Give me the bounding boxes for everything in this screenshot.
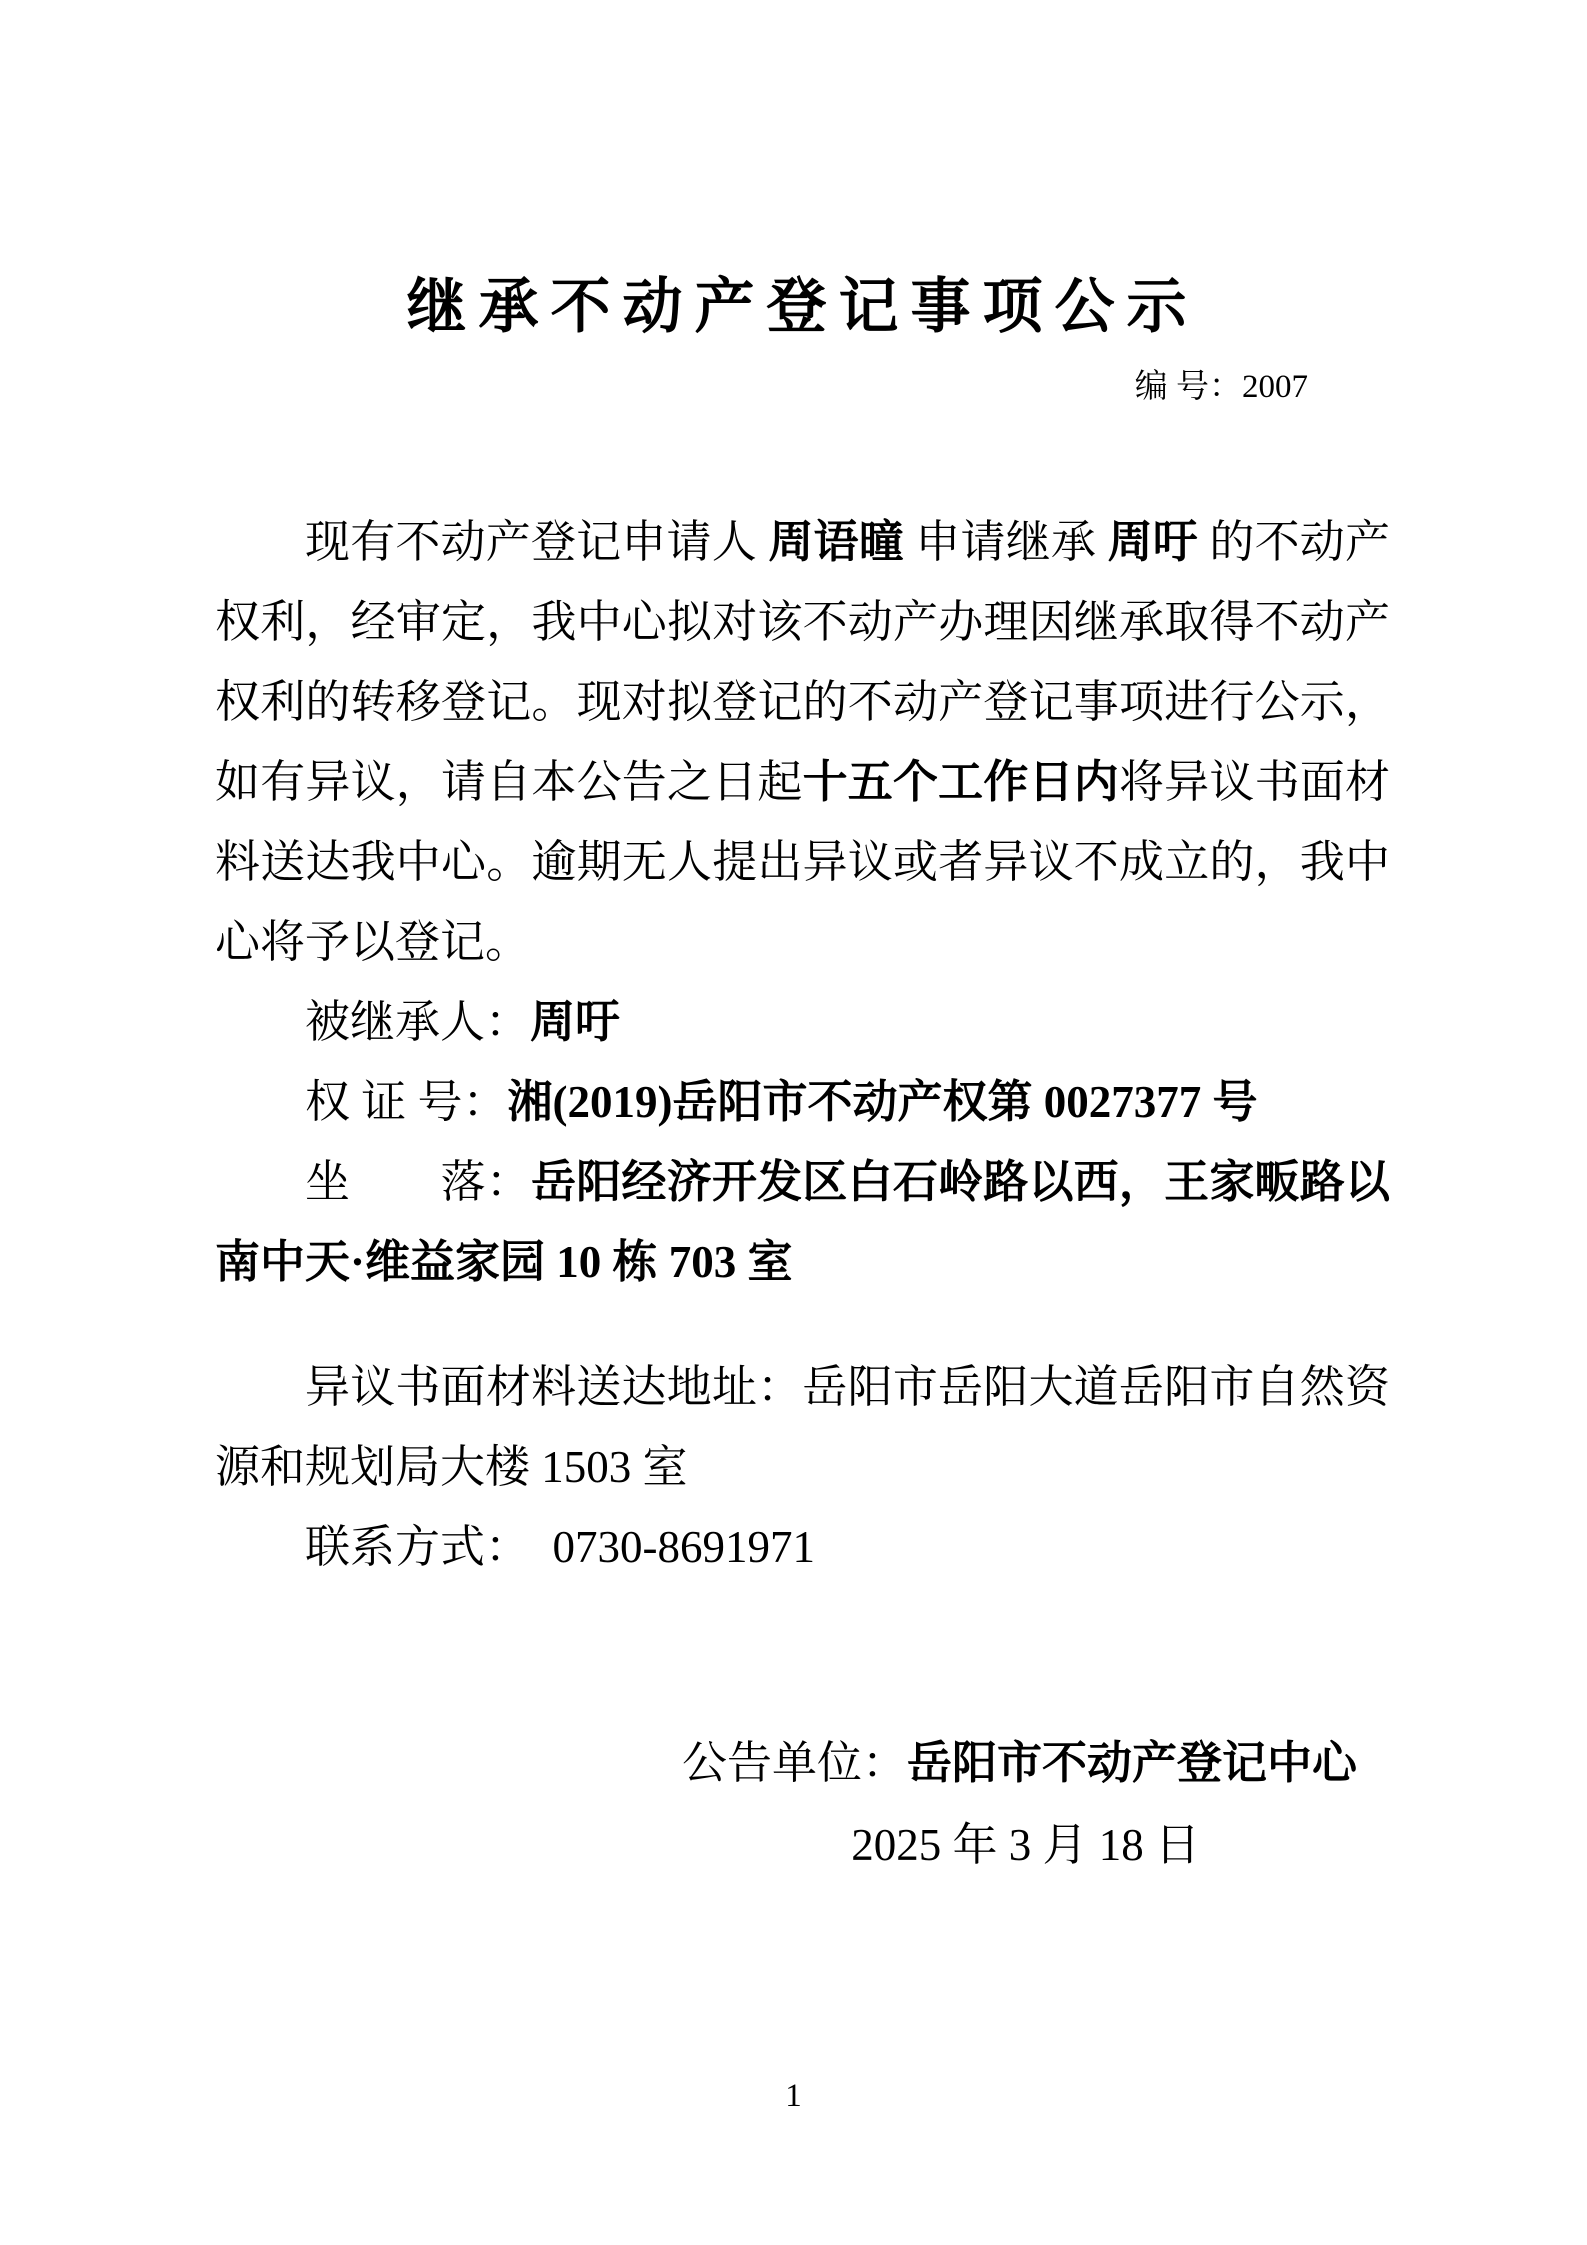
document-number: 编 号：2007 (1134, 369, 1308, 405)
document-footer (215, 1722, 1390, 1886)
text-segment: 周语曈 (768, 517, 904, 567)
field-decedent (215, 982, 1390, 1062)
field-location-value: 岳阳经济开发区白石岭路以西，王家畈路以南中天·维益家园 10 栋 703 室 (215, 1157, 1390, 1287)
date-line: 2025 年 3 月 18 日 (851, 1820, 1200, 1870)
field-certificate-number (215, 1062, 1390, 1142)
page-number: 1 (785, 2078, 802, 2114)
page-title: 继承不动产登记事项公示 (406, 273, 1199, 340)
text-segment: 周吁 (1107, 517, 1198, 567)
field-certificate-number-value: 湘(2019)岳阳市不动产权第 0027377 号 (507, 1077, 1258, 1127)
main-paragraph (215, 502, 1390, 982)
text-segment: 将异议书面材料送达我中心。逾期无人提出异议或者异议不成立的，我中心将予以登记。 (215, 757, 1390, 967)
contact-value: 0730-8691971 (552, 1522, 816, 1572)
issuer-label: 公告单位： (681, 1738, 907, 1788)
contact-label: 联系方式： (305, 1522, 531, 1572)
contact-line (215, 1507, 1390, 1587)
text-segment: 申请继承 (903, 517, 1108, 567)
issuer-line (215, 1722, 1390, 1804)
text-segment: 的不动产权利，经审定，我中心拟对该不动产办理因继承取得不动产权利的转移登记。现对拟登记的不动产登记事项进行公示，如有异议，请自本公告之日起 (215, 517, 1390, 807)
field-location (215, 1142, 1390, 1302)
issuer-name: 岳阳市不动产登记中心 (906, 1738, 1357, 1788)
field-decedent-value: 周吁 (530, 997, 621, 1047)
field-location-label: 坐 落： (305, 1157, 532, 1207)
field-certificate-number-label: 权 证 号： (305, 1077, 508, 1127)
field-decedent-label: 被继承人： (305, 997, 531, 1047)
contact-spacer (530, 1522, 553, 1572)
objection-address: 异议书面材料送达地址：岳阳市岳阳大道岳阳市自然资源和规划局大楼 1503 室 (215, 1362, 1390, 1492)
text-segment: 十五个工作日内 (802, 757, 1119, 807)
document-content (0, 272, 1587, 1886)
text-segment: 现有不动产登记申请人 (305, 517, 769, 567)
document-body (215, 502, 1390, 1587)
